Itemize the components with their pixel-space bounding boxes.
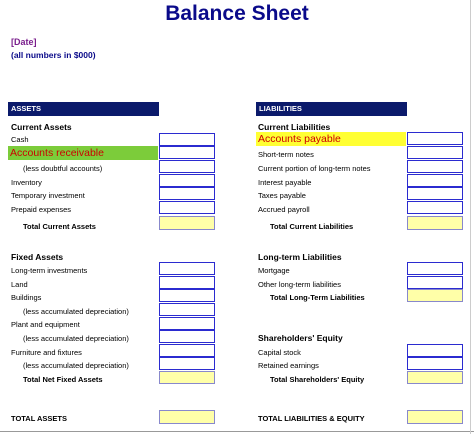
- temporary-investment-label: Temporary investment: [11, 191, 85, 200]
- current-long-term-notes-cell[interactable]: [407, 160, 463, 173]
- total-current-assets-cell[interactable]: [159, 216, 215, 230]
- page-title: Balance Sheet: [165, 2, 309, 25]
- land-label: Land: [11, 280, 28, 289]
- inventory-label: Inventory: [11, 178, 42, 187]
- furniture-fixtures-label: Furniture and fixtures: [11, 348, 82, 357]
- cash-label: Cash: [11, 135, 29, 144]
- current-liabilities-title: Current Liabilities: [258, 122, 331, 132]
- buildings-cell[interactable]: [159, 289, 215, 302]
- units-note: (all numbers in $000): [11, 50, 96, 60]
- total-current-assets-label: Total Current Assets: [23, 222, 96, 231]
- total-equity-label: Total Shareholders' Equity: [270, 375, 365, 384]
- doubtful-accounts-label: (less doubtful accounts): [23, 164, 103, 173]
- total-assets-cell[interactable]: [159, 410, 215, 424]
- buildings-depreciation-cell[interactable]: [159, 303, 215, 316]
- accrued-payroll-label: Accrued payroll: [258, 205, 310, 214]
- interest-payable-cell[interactable]: [407, 174, 463, 187]
- short-term-notes-label: Short-term notes: [258, 150, 314, 159]
- total-long-term-cell[interactable]: [407, 289, 463, 302]
- current-assets-title: Current Assets: [11, 122, 72, 132]
- inventory-cell[interactable]: [159, 174, 215, 187]
- plant-depreciation-label: (less accumulated depreciation): [23, 334, 129, 343]
- total-liabilities-equity-label: TOTAL LIABILITIES & EQUITY: [258, 414, 365, 423]
- retained-earnings-cell[interactable]: [407, 357, 463, 370]
- total-liabilities-equity-cell[interactable]: [407, 410, 463, 424]
- capital-stock-cell[interactable]: [407, 344, 463, 357]
- accounts-receivable-cell[interactable]: [159, 146, 215, 159]
- long-term-investments-cell[interactable]: [159, 262, 215, 275]
- long-term-liabilities-title: Long-term Liabilities: [258, 252, 342, 262]
- total-current-liabilities-cell[interactable]: [407, 216, 463, 230]
- short-term-notes-cell[interactable]: [407, 146, 463, 159]
- doubtful-accounts-cell[interactable]: [159, 160, 215, 173]
- accounts-payable-cell[interactable]: [407, 132, 463, 145]
- total-current-liabilities-label: Total Current Liabilities: [270, 222, 354, 231]
- buildings-label: Buildings: [11, 293, 42, 302]
- taxes-payable-cell[interactable]: [407, 187, 463, 200]
- furniture-fixtures-cell[interactable]: [159, 344, 215, 357]
- total-equity-cell[interactable]: [407, 371, 463, 384]
- furniture-depreciation-label: (less accumulated depreciation): [23, 361, 129, 370]
- total-fixed-assets-cell[interactable]: [159, 371, 215, 384]
- mortgage-label: Mortgage: [258, 266, 290, 275]
- other-long-term-label: Other long-term liabilities: [258, 280, 341, 289]
- current-long-term-notes-label: Current portion of long-term notes: [258, 164, 371, 173]
- other-long-term-cell[interactable]: [407, 276, 463, 289]
- cash-cell[interactable]: [159, 133, 215, 146]
- fixed-assets-title: Fixed Assets: [11, 252, 64, 262]
- buildings-depreciation-label: (less accumulated depreciation): [23, 307, 129, 316]
- plant-equipment-cell[interactable]: [159, 317, 215, 330]
- taxes-payable-label: Taxes payable: [258, 191, 306, 200]
- capital-stock-label: Capital stock: [258, 348, 301, 357]
- temporary-investment-cell[interactable]: [159, 187, 215, 200]
- equity-title: Shareholders' Equity: [258, 333, 343, 343]
- prepaid-expenses-label: Prepaid expenses: [11, 205, 72, 214]
- furniture-depreciation-cell[interactable]: [159, 357, 215, 370]
- total-long-term-label: Total Long-Term Liabilities: [270, 293, 365, 302]
- accounts-receivable-label: Accounts receivable: [8, 146, 158, 160]
- liabilities-header: LIABILITIES: [256, 102, 407, 116]
- accounts-payable-label: Accounts payable: [256, 132, 406, 146]
- plant-depreciation-cell[interactable]: [159, 330, 215, 343]
- assets-header: ASSETS: [8, 102, 159, 116]
- interest-payable-label: Interest payable: [258, 178, 312, 187]
- prepaid-expenses-cell[interactable]: [159, 201, 215, 214]
- accrued-payroll-cell[interactable]: [407, 201, 463, 214]
- total-fixed-assets-label: Total Net Fixed Assets: [23, 375, 103, 384]
- plant-equipment-label: Plant and equipment: [11, 320, 80, 329]
- right-edge-line: [470, 0, 471, 434]
- mortgage-cell[interactable]: [407, 262, 463, 275]
- total-assets-label: TOTAL ASSETS: [11, 414, 67, 423]
- date-field[interactable]: [Date]: [11, 37, 37, 47]
- land-cell[interactable]: [159, 276, 215, 289]
- long-term-investments-label: Long-term investments: [11, 266, 88, 275]
- bottom-divider: [0, 431, 474, 432]
- retained-earnings-label: Retained earnings: [258, 361, 319, 370]
